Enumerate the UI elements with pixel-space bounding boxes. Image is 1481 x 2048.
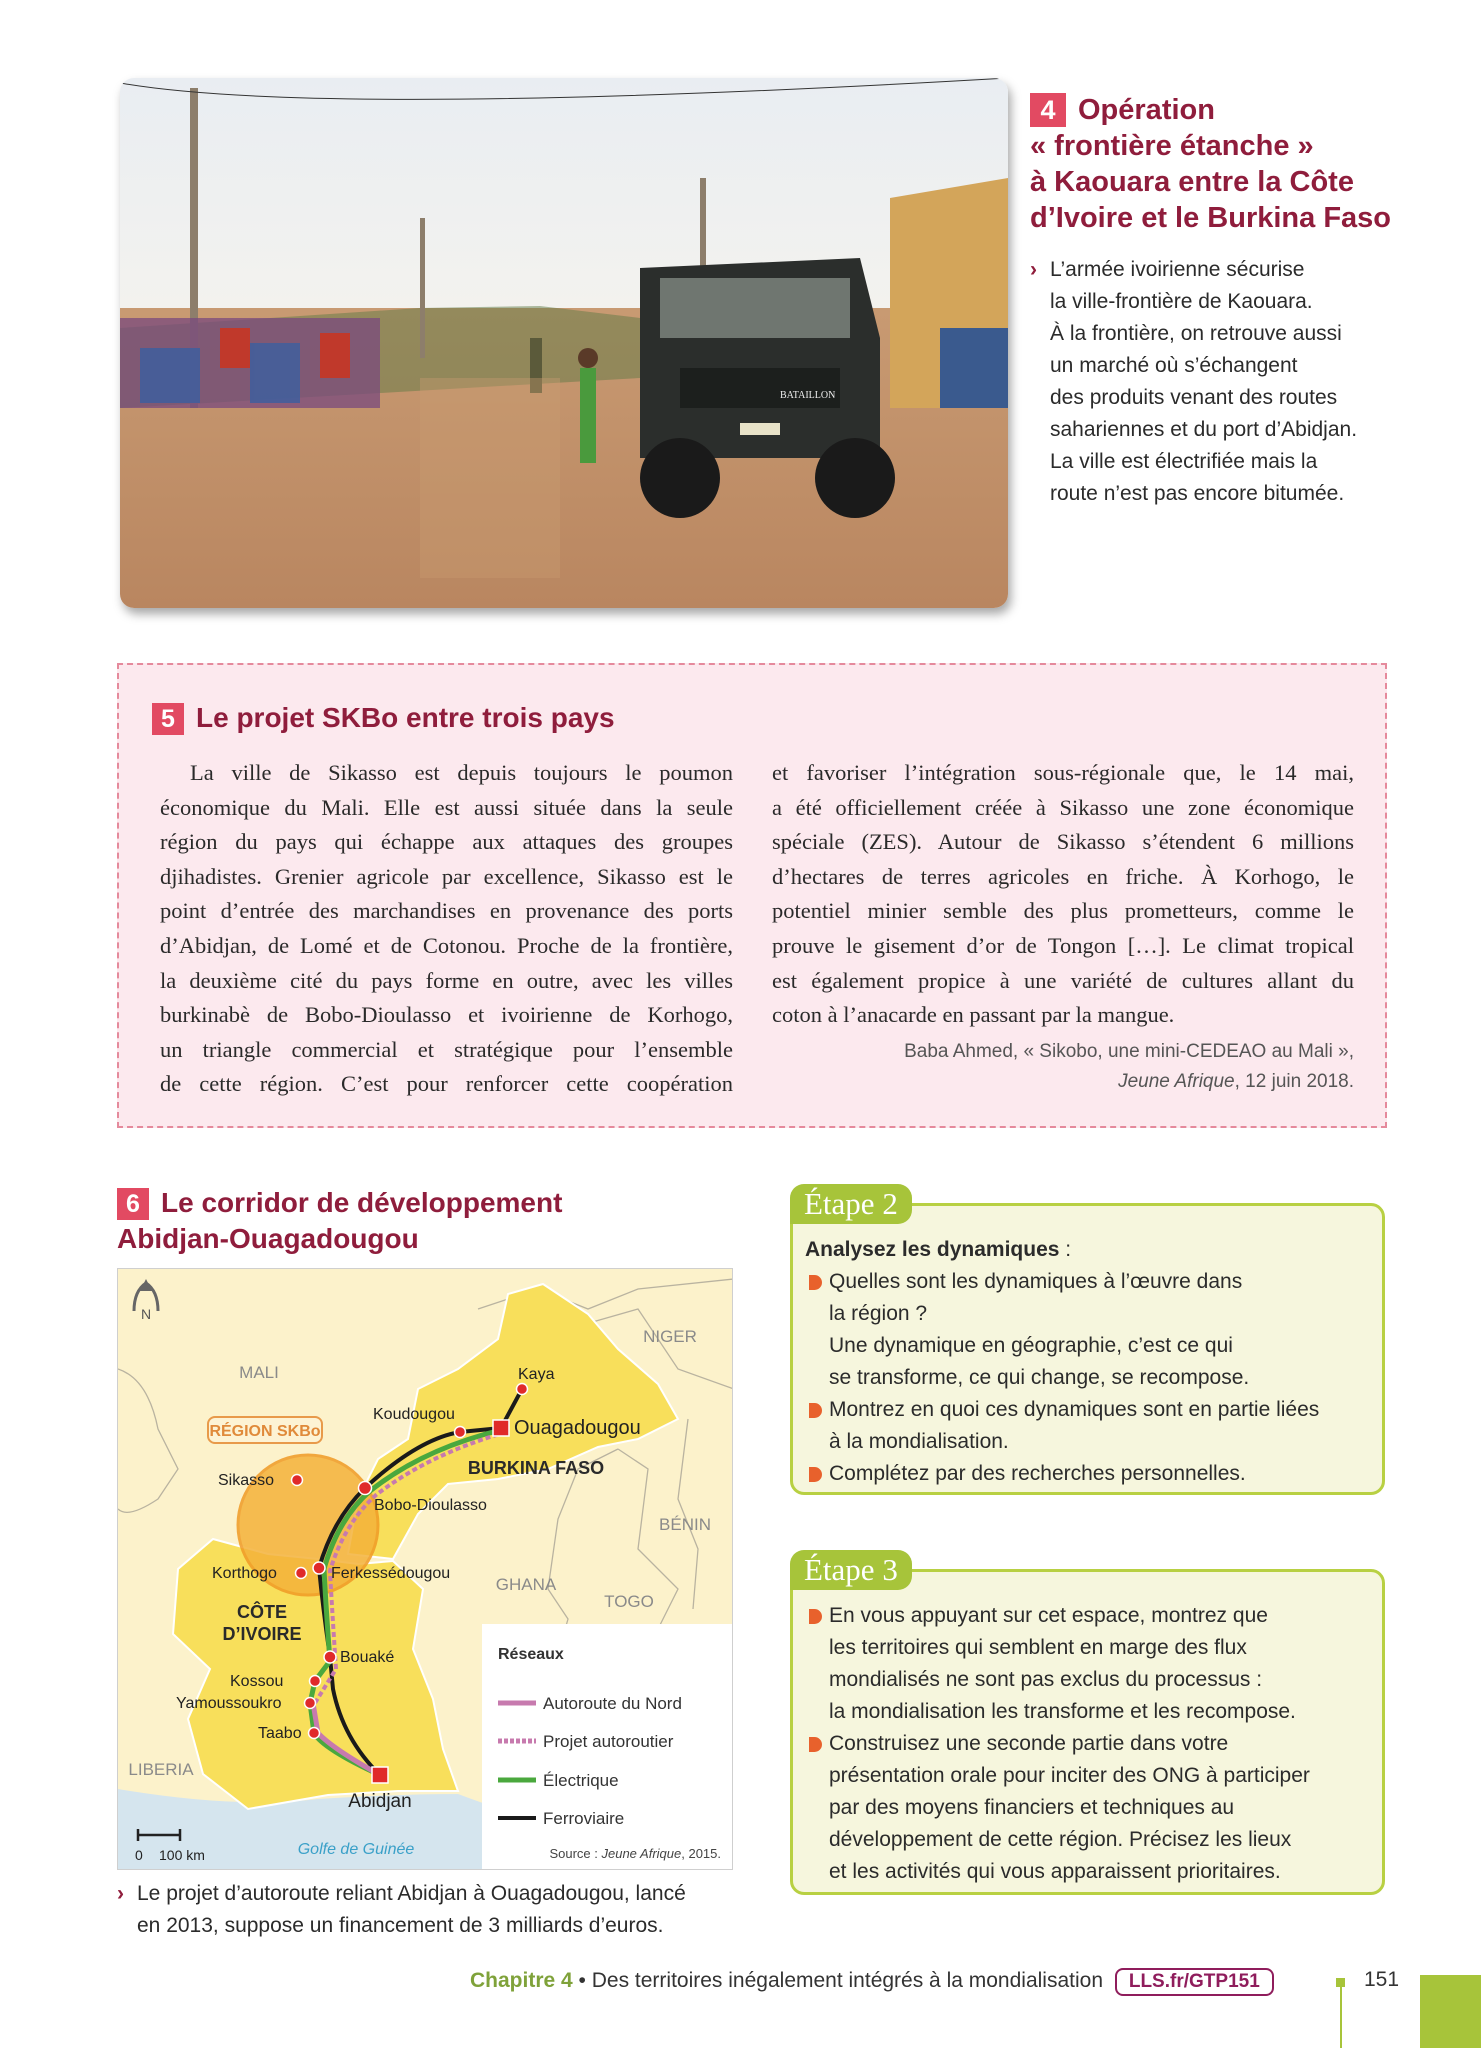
bullet-icon <box>809 1737 822 1752</box>
chevron-right-icon: › <box>1030 258 1037 281</box>
etape2-bullet <box>805 1458 1368 1490</box>
citation <box>772 1037 1354 1097</box>
city-dot-bobo <box>359 1482 372 1495</box>
legend-label: Électrique <box>543 1771 619 1790</box>
city-dot-korthogo <box>296 1568 307 1579</box>
text-line: région du pays qui échappe aux attaques des groupes <box>160 829 733 855</box>
caption-line: Le projet d’autoroute reliant Abidjan à Ouagadougou, lancé <box>137 1882 686 1905</box>
text-line: d’hectares de terres agricoles en friche. À Korhogo, le <box>772 863 1354 889</box>
text-line: et favoriser l’intégration sous-régionale que, le 14 mai, <box>772 760 1354 785</box>
city-dot-yamoussoukro <box>305 1698 316 1709</box>
label-burkina-faso: BURKINA FASO <box>467 1458 605 1478</box>
etape2-heading: Analysez les dynamiques <box>805 1238 1060 1261</box>
city-dot-ferke <box>313 1562 325 1574</box>
etape3-bullet <box>805 1600 1368 1728</box>
scale-km: 100 km <box>159 1847 205 1863</box>
text-line: point d’entrée des marchandises en provenance des ports <box>160 898 733 924</box>
footer-title: Des territoires inégalement intégrés à la mondialisation <box>591 1969 1103 1992</box>
label-ouagadougou: Ouagadougou <box>514 1417 641 1439</box>
doc5-number-badge: 5 <box>152 703 184 735</box>
label-niger: NIGER <box>643 1327 697 1346</box>
doc4-caption <box>1030 254 1357 510</box>
doc5-column-1 <box>160 756 733 1102</box>
label-region-skbo: RÉGION SKBo <box>209 1423 321 1440</box>
doc6-title <box>117 1185 562 1257</box>
footer-divider <box>1340 1985 1342 2048</box>
bullet-line: présentation orale pour inciter des ONG à participer <box>829 1764 1310 1787</box>
doc4-number-badge: 4 <box>1030 93 1066 127</box>
map-source <box>549 1846 721 1861</box>
map-legend <box>482 1624 733 1870</box>
citation-date: , 12 juin 2018. <box>1234 1070 1354 1092</box>
caption-line: des produits venant des routes <box>1050 386 1338 409</box>
label-korthogo: Korthogo <box>212 1565 277 1582</box>
capital-ouagadougou <box>493 1420 509 1436</box>
etape3-bullet <box>805 1728 1368 1888</box>
bullet-line: la mondialisation les transforme et les recompose. <box>829 1700 1296 1723</box>
label-koudougou: Koudougou <box>373 1406 455 1423</box>
city-dot-sikasso <box>292 1475 303 1486</box>
bullet-line: la région ? <box>829 1302 928 1325</box>
corridor-map <box>117 1268 733 1870</box>
text-line: de cette région. C’est pour renforcer cette coopération <box>160 1071 733 1097</box>
bullet-line: développement de cette région. Précisez les lieux <box>829 1828 1292 1851</box>
photo-kaouara-border <box>120 78 1008 608</box>
legend-title: Réseaux <box>498 1646 564 1663</box>
text-line: coton à l’anacarde en passant par la mangue. <box>772 1002 1175 1028</box>
label-ferkessedougou: Ferkessédougou <box>331 1565 451 1582</box>
text-line: burkinabè de Bobo-Dioulasso et ivoirienne de Korhogo, <box>160 1002 733 1028</box>
label-benin: BÉNIN <box>659 1515 711 1534</box>
legend-label: Ferroviaire <box>543 1809 625 1828</box>
caption-line: un marché où s’échangent <box>1050 354 1298 377</box>
label-kaya: Kaya <box>518 1366 555 1383</box>
text-line: d’Abidjan, de Lomé et de Cotonou. Proche de la frontière, <box>160 932 733 958</box>
label-liberia: LIBERIA <box>128 1760 194 1779</box>
bullet-line: Quelles sont les dynamiques à l’œuvre dans <box>829 1270 1243 1293</box>
bullet-line: se transforme, ce qui change, se recompose. <box>829 1366 1250 1389</box>
footer-chapter: Chapitre 4 <box>470 1969 573 1992</box>
capital-abidjan <box>372 1767 388 1783</box>
label-togo: TOGO <box>604 1592 654 1611</box>
chevron-right-icon: › <box>117 1882 124 1905</box>
bullet-line: Complétez par des recherches personnelles. <box>829 1462 1246 1485</box>
footer-separator: • <box>572 1969 592 1992</box>
text-line: économique du Mali. Elle est aussi située dans la seule <box>160 794 733 820</box>
label-cote: CÔTE <box>236 1602 288 1622</box>
etape2-bullet <box>805 1266 1368 1394</box>
doc5-title-text: Le projet SKBo entre trois pays <box>196 702 615 733</box>
bullet-line: à la mondialisation. <box>829 1430 1009 1453</box>
label-bobo-dioulasso: Bobo-Dioulasso <box>374 1497 487 1514</box>
bullet-icon <box>809 1403 822 1418</box>
source-name: Jeune Afrique <box>601 1846 682 1861</box>
bullet-icon <box>809 1467 822 1482</box>
doc4-title-line: à Kaouara entre la Côte <box>1030 166 1354 198</box>
citation-author: Baba Ahmed, « Sikobo, une mini-CEDEAO au Mali », <box>904 1040 1354 1062</box>
text-line: spéciale (ZES). Autour de Sikasso s’étendent 6 millions <box>772 829 1354 855</box>
doc4-title-line: Opération <box>1078 94 1215 126</box>
north-label: N <box>140 1306 152 1322</box>
bullet-line: Une dynamique en géographie, c’est ce qui <box>829 1334 1233 1357</box>
etape3-box <box>790 1552 1385 1895</box>
caption-line: L’armée ivoirienne sécurise <box>1050 258 1305 281</box>
bullet-line: Montrez en quoi ces dynamiques sont en partie liées <box>829 1398 1320 1421</box>
page-footer <box>470 1968 1274 1996</box>
doc6-title-line: Le corridor de développement <box>161 1187 563 1218</box>
bullet-line: En vous appuyant sur cet espace, montrez que <box>829 1604 1268 1627</box>
city-dot-kaya <box>517 1384 528 1395</box>
doc6-title-line: Abidjan-Ouagadougou <box>117 1223 419 1254</box>
etape2-box <box>790 1186 1385 1495</box>
bullet-line: mondialisés ne sont pas exclus du processus : <box>829 1668 1263 1691</box>
page-tab-marker <box>1420 1975 1481 2048</box>
text-line: potentiel minier semble des plus prometteurs, comme le <box>772 898 1354 924</box>
text-line: prouve le gisement d’or de Tongon […]. Le climat tropical <box>772 932 1354 958</box>
bullet-line: par des moyens financiers et techniques au <box>829 1796 1235 1819</box>
source-suffix: , 2015. <box>681 1846 721 1861</box>
city-dot-bouake <box>324 1651 336 1663</box>
caption-line: la ville-frontière de Kaouara. <box>1050 290 1313 313</box>
etape3-tab: Étape 3 <box>790 1550 912 1590</box>
citation-source: Jeune Afrique <box>1118 1070 1235 1092</box>
bullet-line: Construisez une seconde partie dans votre <box>829 1732 1229 1755</box>
doc5-text-box <box>117 663 1387 1128</box>
page-number: 151 <box>1364 1968 1400 1991</box>
doc6-number-badge: 6 <box>117 1188 149 1220</box>
text-line: La ville de Sikasso est depuis toujours le poumon <box>190 760 733 785</box>
doc4-title-line: d’Ivoire et le Burkina Faso <box>1030 202 1391 234</box>
city-dot-koudougou <box>455 1427 466 1438</box>
label-sikasso: Sikasso <box>218 1472 275 1489</box>
vehicle-plate-text: BATAILLON <box>780 390 836 401</box>
text-line: la deuxième cité du pays forme en outre, avec les villes <box>160 967 733 993</box>
label-taabo: Taabo <box>258 1725 302 1742</box>
text-line: un triangle commercial et stratégique pour l’ensemble <box>160 1036 733 1062</box>
scale-zero: 0 <box>135 1847 143 1863</box>
caption-line: La ville est électrifiée mais la <box>1050 450 1318 473</box>
label-bouake: Bouaké <box>340 1649 395 1666</box>
footer-link[interactable]: LLS.fr/GTP151 <box>1115 1968 1274 1996</box>
doc5-title <box>152 702 615 735</box>
doc5-column-2 <box>772 756 1354 1097</box>
caption-line: sahariennes et du port d’Abidjan. <box>1050 418 1358 441</box>
bullet-line: et les activités qui vous apparaissent prioritaires. <box>829 1860 1281 1883</box>
caption-line: À la frontière, on retrouve aussi <box>1050 322 1342 345</box>
label-abidjan: Abidjan <box>348 1791 412 1812</box>
heading-colon: : <box>1059 1238 1072 1261</box>
label-divoire: D’IVOIRE <box>222 1624 302 1644</box>
text-line: a été officiellement créée à Sikasso une zone économique <box>772 794 1354 820</box>
bullet-icon <box>809 1609 822 1624</box>
label-kossou: Kossou <box>230 1673 284 1690</box>
source-prefix: Source : <box>549 1846 602 1861</box>
caption-line: route n’est pas encore bitumée. <box>1050 482 1345 505</box>
bullet-line: les territoires qui semblent en marge des flux <box>829 1636 1247 1659</box>
text-line: djihadistes. Grenier agricole par excellence, Sikasso est le <box>160 863 733 889</box>
etape2-bullet <box>805 1394 1368 1458</box>
etape2-tab: Étape 2 <box>790 1184 912 1224</box>
label-gulf-of-guinea: Golfe de Guinée <box>297 1841 415 1858</box>
doc4-title <box>1030 92 1470 236</box>
label-yamoussoukro: Yamoussoukro <box>176 1695 282 1712</box>
doc4-title-line: « frontière étanche » <box>1030 130 1314 162</box>
legend-label: Projet autoroutier <box>543 1732 674 1751</box>
bullet-icon <box>809 1275 822 1290</box>
legend-label: Autoroute du Nord <box>543 1694 682 1713</box>
label-mali: MALI <box>239 1363 279 1382</box>
city-dot-kossou <box>310 1676 321 1687</box>
text-line: est également propice à une variété de cultures allant du <box>772 967 1354 993</box>
label-ghana: GHANA <box>495 1575 557 1594</box>
city-dot-taabo <box>309 1728 320 1739</box>
doc6-caption <box>117 1878 757 1942</box>
caption-line: en 2013, suppose un financement de 3 milliards d’euros. <box>137 1914 664 1937</box>
